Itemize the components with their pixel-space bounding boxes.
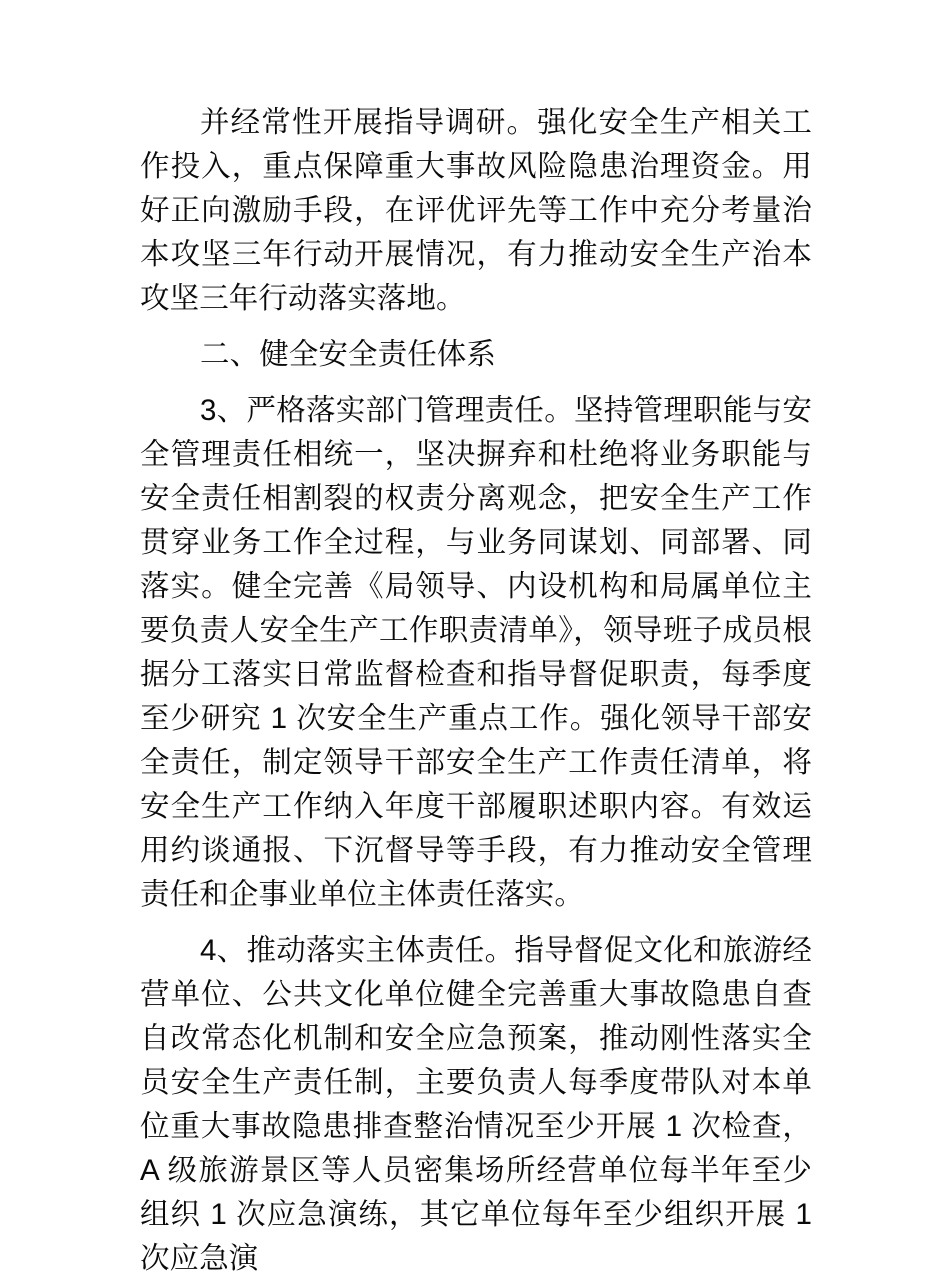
heading-section-two: 二、健全安全责任体系 — [200, 338, 497, 371]
document-text-body — [140, 101, 821, 1281]
paragraph-item-4: 4、推动落实主体责任。指导督促文化和旅游经营单位、公共文化单位健全完善重大事故隐患自查自改常态化机制和安全应急预案，推动刚性落实全员安全生产责任制，主要负责人每季度带队对本单位重大事故隐患排查整治情况至少开展 1 次检查，A 级旅游景区等人员密集场所经营单位每半年至少组织 1 次应急演练，其它单位每年至少组织开展 1 次应急演 — [140, 934, 821, 1275]
paragraph-continuation: 并经常性开展指导调研。强化安全生产相关工作投入，重点保障重大事故风险隐患治理资金。用好正向激励手段，在评优评先等工作中充分考量治本攻坚三年行动开展情况，有力推动安全生产治本攻坚三年行动落实落地。 — [140, 106, 812, 315]
paragraph-item-3: 3、严格落实部门管理责任。坚持管理职能与安全管理责任相统一，坚决摒弃和杜绝将业务职能与安全责任相割裂的权责分离观念，把安全生产工作贯穿业务工作全过程，与业务同谋划、同部署、同落实。健全完善《局领导、内设机构和局属单位主要负责人安全生产工作职责清单》，领导班子成员根据分工落实日常监督检查和指导督促职责，每季度至少研究 1 次安全生产重点工作。强化领导干部安全责任，制定领导干部安全生产工作责任清单，将安全生产工作纳入年度干部履职述职内容。有效运用约谈通报、下沉督导等手段，有力推动安全管理责任和企事业单位主体责任落实。 — [140, 394, 812, 911]
